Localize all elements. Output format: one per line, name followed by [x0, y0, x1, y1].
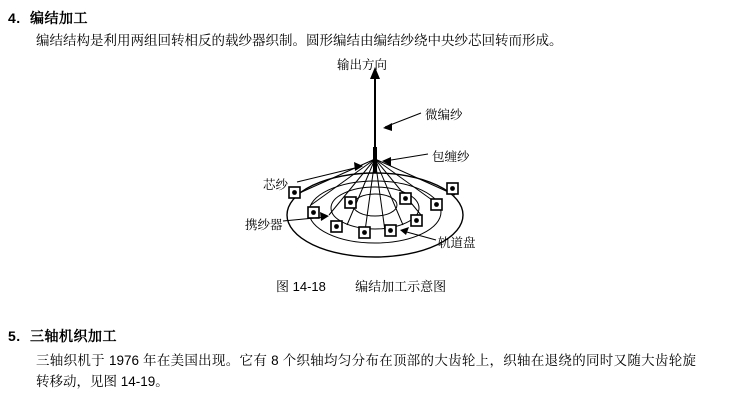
figure-caption — [276, 276, 446, 295]
section-title-5: 三轴机织加工 — [30, 328, 117, 344]
section-title-4: 编结加工 — [30, 10, 88, 26]
figure-14-18-illustration — [225, 55, 525, 270]
figure-label-yarn-carrier: 携纱器 — [245, 218, 283, 232]
section-number-5: 5. — [8, 328, 21, 344]
figure-label-micro-braid-yarn: 微编纱 — [425, 108, 463, 122]
section-paragraph-5: 三轴织机于 1976 年在美国出现。它有 8 个织轴均匀分布在顶部的大齿轮上，织轴在退绕的同时又随大齿轮旋转移动，见图 14-19。 — [36, 353, 696, 389]
figure-label-output-direction: 输出方向 — [337, 58, 388, 72]
figure-label-wrapping-yarn: 包缠纱 — [432, 150, 470, 164]
braiding-diagram-svg — [225, 55, 525, 270]
section-paragraph-4: 编结结构是利用两组回转相反的载纱器织制。圆形编结由编结纱绕中央纱芯回转而形成。 — [36, 33, 563, 48]
figure-caption-label: 图 14-18 — [276, 279, 326, 294]
section-number-4: 4. — [8, 10, 21, 26]
figure-caption-title: 编结加工示意图 — [355, 279, 447, 294]
section-heading-4 — [8, 8, 88, 28]
figure-label-track-plate: 轨道盘 — [438, 236, 476, 250]
figure-label-core-yarn: 芯纱 — [263, 178, 289, 192]
section-heading-5 — [8, 326, 117, 346]
